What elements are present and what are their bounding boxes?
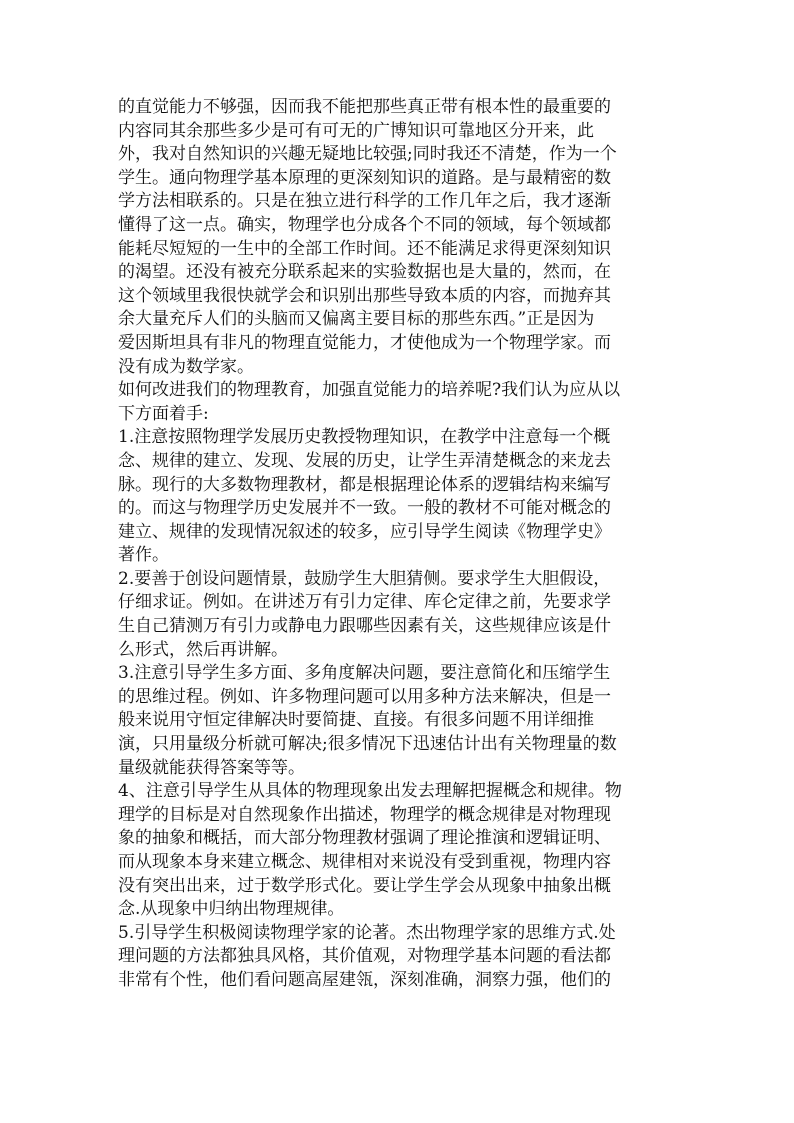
text-line: 能耗尽短短的一生中的全部工作时间。还不能满足求得更深刻知识: [118, 238, 611, 259]
text-line: 学生。通向物理学基本原理的更深刻知识的道路。是与最精密的数: [118, 167, 611, 188]
text-line: 3.注意引导学生多方面、多角度解决问题，要注意简化和压缩学生: [118, 663, 611, 684]
text-line: 念、规律的建立、发现、发展的历史，让学生弄清楚概念的来龙去: [118, 450, 611, 471]
text-line: 2.要善于创设问题情景，鼓励学生大胆猜侧。要求学生大胆假设，: [118, 568, 611, 589]
text-line: 内容同其余那些多少是可有可无的广博知识可靠地区分开来，此: [118, 120, 594, 141]
text-line: 没有成为数学家。: [118, 356, 254, 377]
text-line: 的直觉能力不够强，因而我不能把那些真正带有根本性的最重要的: [118, 97, 611, 117]
text-line: 非常有个性，他们看问题高屋建瓴，深刻准确，洞察力强，他们的: [118, 969, 611, 990]
text-line: 的渴望。还没有被充分联系起来的实验数据也是大量的，然而，在: [118, 262, 611, 283]
text-line: 5.引导学生积极阅读物理学家的论著。杰出物理学家的思维方式.处: [118, 922, 616, 943]
text-line: 建立、规律的发现情况叙述的较多，应引导学生阅读《物理学史》: [118, 521, 611, 542]
text-line: 1.注意按照物理学发展历史教授物理知识，在教学中注意每一个概: [118, 427, 611, 448]
text-line: 么形式，然后再讲解。: [118, 639, 288, 660]
text-line: 4、注意引导学生从具体的物理现象出发去理解把握概念和规律。物: [118, 781, 622, 802]
text-line: 脉。现行的大多数物理教材，都是根据理论体系的逻辑结构来编写: [118, 474, 611, 495]
text-line: 的思维过程。例如、许多物理问题可以用多种方法来解决，但是一: [118, 686, 611, 707]
text-line: 般来说用守恒定律解决时要简捷、直接。有很多问题不用详细推: [118, 710, 594, 731]
text-line: 理学的目标是对自然现象作出描述，物理学的概念规律是对物理现: [118, 804, 611, 825]
text-line: 象的抽象和概括，而大部分物理教材强调了理论推演和逻辑证明、: [118, 828, 611, 849]
text-line: 的。而这与物理学历史发展并不一致。一般的教材不可能对概念的: [118, 498, 611, 519]
text-line: 如何改进我们的物理教育，加强直觉能力的培养呢?我们认为应从以: [118, 380, 621, 401]
text-line: 没有突出出来，过于数学形式化。要让学生学会从现象中抽象出概: [118, 875, 611, 896]
text-line: 外，我对自然知识的兴趣无疑地比较强;同时我还不清楚，作为一个: [118, 144, 617, 165]
text-line: 这个领域里我很快就学会和识别出那些导致本质的内容，而抛弃其: [118, 285, 611, 306]
text-line: 生自己猜测万有引力或静电力跟哪些因素有关，这些规律应该是什: [118, 616, 611, 637]
text-line: 量级就能获得答案等等。: [118, 757, 305, 778]
text-line: 余大量充斥人们的头脑而又偏离主要目标的那些东西。”正是因为: [118, 309, 595, 330]
text-line: 仔细求证。例如。在讲述万有引力定律、库仑定律之前，先要求学: [118, 592, 611, 613]
text-line: 懂得了这一点。确实，物理学也分成各个不同的领域，每个领域都: [118, 214, 611, 235]
text-line: 下方面着手:: [118, 403, 209, 424]
text-line: 著作。: [118, 545, 169, 566]
text-line: 学方法相联系的。只是在独立进行科学的工作几年之后，我才逐渐: [118, 191, 611, 212]
text-line: 而从现象本身来建立概念、规律相对来说没有受到重视，物理内容: [118, 852, 611, 872]
document-body: [118, 96, 680, 993]
text-line: 念.从现象中归纳出物理规律。: [118, 899, 345, 920]
text-line: 理问题的方法都独具风格，其价值观，对物理学基本问题的看法都: [118, 946, 611, 967]
text-line: 演，只用量级分析就可解决;很多情况下迅速估计出有关物理量的数: [118, 734, 617, 755]
text-line: 爱因斯坦具有非凡的物理直觉能力，才使他成为一个物理学家。而: [118, 332, 611, 353]
